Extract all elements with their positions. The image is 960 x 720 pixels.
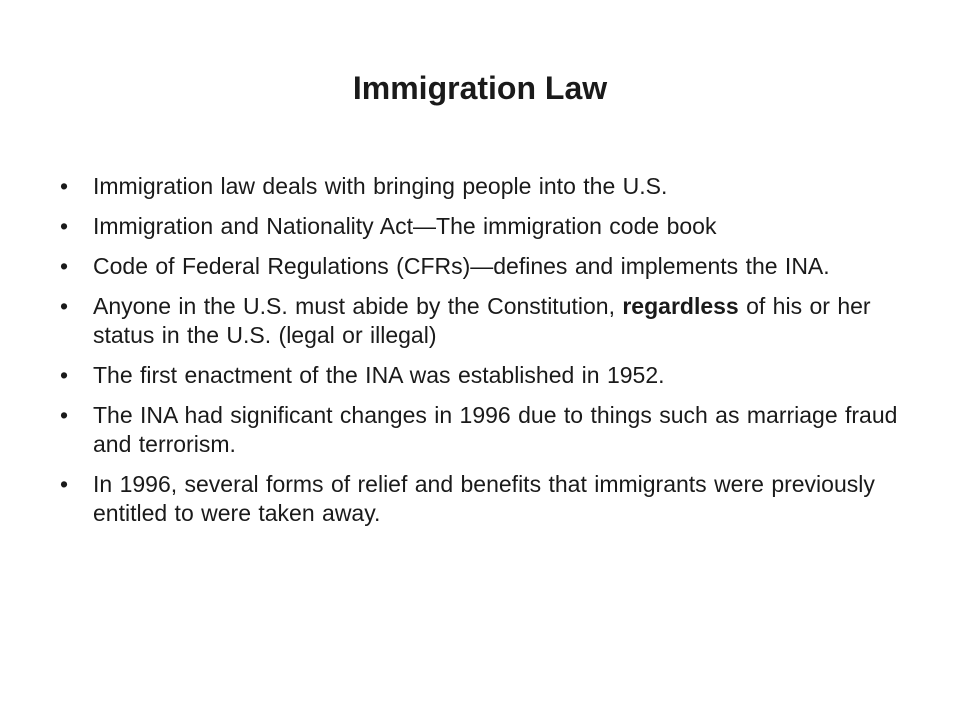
bullet-text: The first enactment of the INA was established in 1952. bbox=[93, 362, 665, 388]
bullet-item bbox=[60, 361, 900, 390]
bullet-icon: • bbox=[60, 293, 69, 319]
bullet-text-pre: Anyone in the U.S. must abide by the Constitution, bbox=[93, 293, 623, 319]
bullet-text: The INA had significant changes in 1996 due to things such as marriage fraud and terrorism. bbox=[93, 402, 898, 457]
bullet-text: Immigration law deals with bringing people into the U.S. bbox=[93, 173, 668, 199]
bullet-text bbox=[93, 293, 871, 348]
bullet-item bbox=[60, 470, 900, 528]
bullet-icon: • bbox=[60, 471, 69, 497]
bullet-text: In 1996, several forms of relief and benefits that immigrants were previously entitled to were taken away. bbox=[93, 471, 875, 526]
bullet-item bbox=[60, 252, 900, 281]
bullet-icon: • bbox=[60, 173, 69, 199]
bullet-icon: • bbox=[60, 362, 69, 388]
slide-title: Immigration Law bbox=[352, 70, 608, 106]
bullet-item bbox=[60, 212, 900, 241]
bullet-list bbox=[60, 172, 900, 539]
bullet-item bbox=[60, 401, 900, 459]
bullet-item bbox=[60, 172, 900, 201]
bullet-text: Immigration and Nationality Act—The immigration code book bbox=[93, 213, 717, 239]
bullet-text-post: of his or her status in the U.S. (legal or illegal) bbox=[93, 293, 871, 348]
emphasis-regardless: regardless bbox=[622, 293, 739, 319]
bullet-text: Code of Federal Regulations (CFRs)—defines and implements the INA. bbox=[93, 253, 830, 279]
bullet-item bbox=[60, 292, 900, 350]
bullet-icon: • bbox=[60, 253, 69, 279]
bullet-icon: • bbox=[60, 213, 69, 239]
bullet-icon: • bbox=[60, 402, 69, 428]
